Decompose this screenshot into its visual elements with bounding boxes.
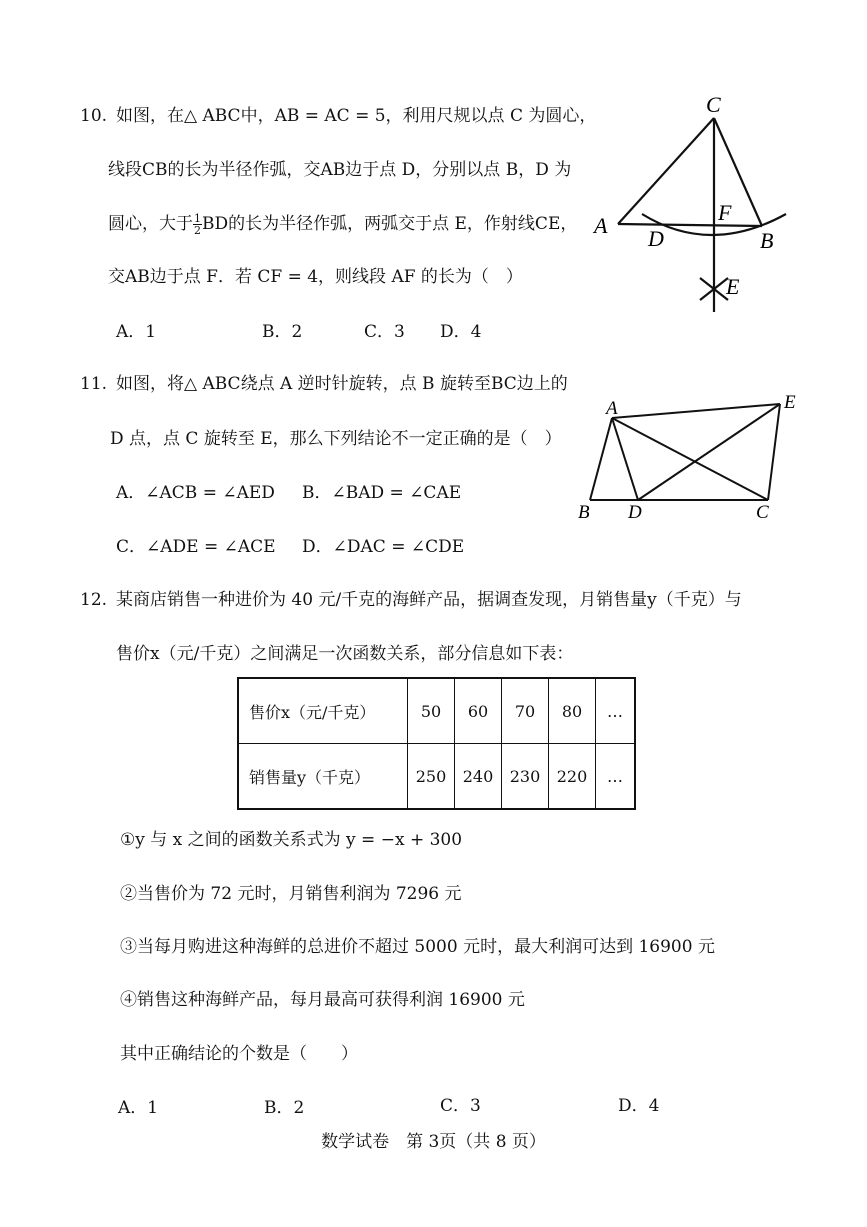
q12-line2: 售价x（元/千克）之间满足一次函数关系，部分信息如下表： bbox=[116, 644, 574, 664]
q10-label-a: A bbox=[594, 213, 608, 238]
q10-figure bbox=[590, 88, 800, 318]
q10-label-b: B bbox=[760, 228, 774, 253]
q10-label-e: E bbox=[726, 274, 740, 299]
table-row bbox=[238, 678, 635, 744]
q12-option-c: C．3 bbox=[440, 1096, 481, 1116]
table-cell: 60 bbox=[455, 678, 502, 744]
q10-label-c: C bbox=[706, 92, 721, 117]
q10-line-ca bbox=[618, 118, 714, 224]
q12-option-a: A．1 bbox=[118, 1098, 159, 1118]
q10-line2: 线段CB的长为半径作弧，交AB边于点 D，分别以点 B，D 为 bbox=[108, 160, 572, 180]
q12-statement-1: ①y 与 x 之间的函数关系式为 y = −x + 300 bbox=[120, 830, 463, 850]
q12-statement-4: ④销售这种海鲜产品，每月最高可获得利润 16900 元 bbox=[120, 990, 525, 1010]
q10-fraction bbox=[193, 213, 202, 236]
q10-number: 10. bbox=[80, 106, 108, 126]
q11-label-d: D bbox=[628, 502, 642, 523]
q12-line1: 某商店销售一种进价为 40 元/千克的海鲜产品，据调查发现，月销售量y（千克）与 bbox=[116, 590, 742, 610]
table-cell: … bbox=[596, 678, 636, 744]
q11-line-de bbox=[638, 404, 780, 500]
q10-option-b: B．2 bbox=[262, 322, 303, 342]
q12-option-d: D．4 bbox=[618, 1096, 660, 1116]
table-cell: … bbox=[596, 744, 636, 810]
q10-line3 bbox=[108, 212, 577, 236]
q10-line1: 如图，在△ ABC中，AB = AC = 5，利用尺规以点 C 为圆心， bbox=[116, 106, 597, 126]
table-header-volume: 销售量y（千克） bbox=[238, 744, 408, 810]
q11-line-ac bbox=[612, 418, 768, 500]
table-cell: 230 bbox=[502, 744, 549, 810]
q11-label-c: C bbox=[756, 502, 769, 523]
q12-question: 其中正确结论的个数是（ ） bbox=[120, 1044, 358, 1064]
q11-option-a: A．∠ACB = ∠AED bbox=[116, 483, 275, 503]
q10-line4: 交AB边于点 F．若 CF = 4，则线段 AF 的长为（ ） bbox=[108, 267, 523, 287]
q11-option-d: D．∠DAC = ∠CDE bbox=[302, 537, 465, 557]
q10-line3-post: BD的长为半径作弧，两弧交于点 E，作射线CE， bbox=[202, 214, 578, 234]
q10-label-f: F bbox=[718, 200, 732, 225]
page-footer: 数学试卷 第 3页（共 8 页） bbox=[321, 1132, 546, 1152]
table-header-price: 售价x（元/千克） bbox=[238, 678, 408, 744]
table-cell: 70 bbox=[502, 678, 549, 744]
q10-frac-num: 1 bbox=[194, 212, 201, 225]
q12-option-b: B．2 bbox=[264, 1098, 305, 1118]
q10-option-c: C．3 bbox=[364, 322, 405, 342]
q11-line2: D 点，点 C 旋转至 E，那么下列结论不一定正确的是（ ） bbox=[110, 429, 562, 449]
q11-option-b: B．∠BAD = ∠CAE bbox=[302, 483, 462, 503]
q10-line3-pre: 圆心，大于 bbox=[108, 214, 193, 234]
q10-option-a: A．1 bbox=[116, 322, 157, 342]
q11-label-a: A bbox=[606, 398, 618, 419]
q12-statement-2: ②当售价为 72 元时，月销售利润为 7296 元 bbox=[120, 884, 462, 904]
q11-option-c: C．∠ADE = ∠ACE bbox=[116, 537, 276, 557]
q12-statement-3: ③当每月购进这种海鲜的总进价不超过 5000 元时，最大利润可达到 16900 元 bbox=[120, 937, 715, 957]
table-cell: 80 bbox=[549, 678, 596, 744]
q12-table bbox=[237, 677, 636, 810]
q11-line1: 如图，将△ ABC绕点 A 逆时针旋转，点 B 旋转至BC边上的 bbox=[116, 374, 568, 394]
q12-number: 12. bbox=[80, 590, 108, 610]
table-cell: 220 bbox=[549, 744, 596, 810]
table-cell: 240 bbox=[455, 744, 502, 810]
table-row bbox=[238, 744, 635, 810]
table-cell: 50 bbox=[408, 678, 455, 744]
q11-line-ab bbox=[590, 418, 612, 500]
q10-option-d: D．4 bbox=[440, 322, 482, 342]
q11-line-ae bbox=[612, 404, 780, 418]
q11-number: 11. bbox=[80, 374, 108, 394]
q11-label-e: E bbox=[784, 392, 796, 413]
table-cell: 250 bbox=[408, 744, 455, 810]
q10-frac-den: 2 bbox=[194, 224, 201, 237]
q10-label-d: D bbox=[648, 226, 664, 251]
q10-line-ab bbox=[618, 224, 762, 226]
q11-figure bbox=[572, 390, 812, 530]
q11-line-ce bbox=[768, 404, 780, 500]
q11-label-b: B bbox=[578, 502, 590, 523]
